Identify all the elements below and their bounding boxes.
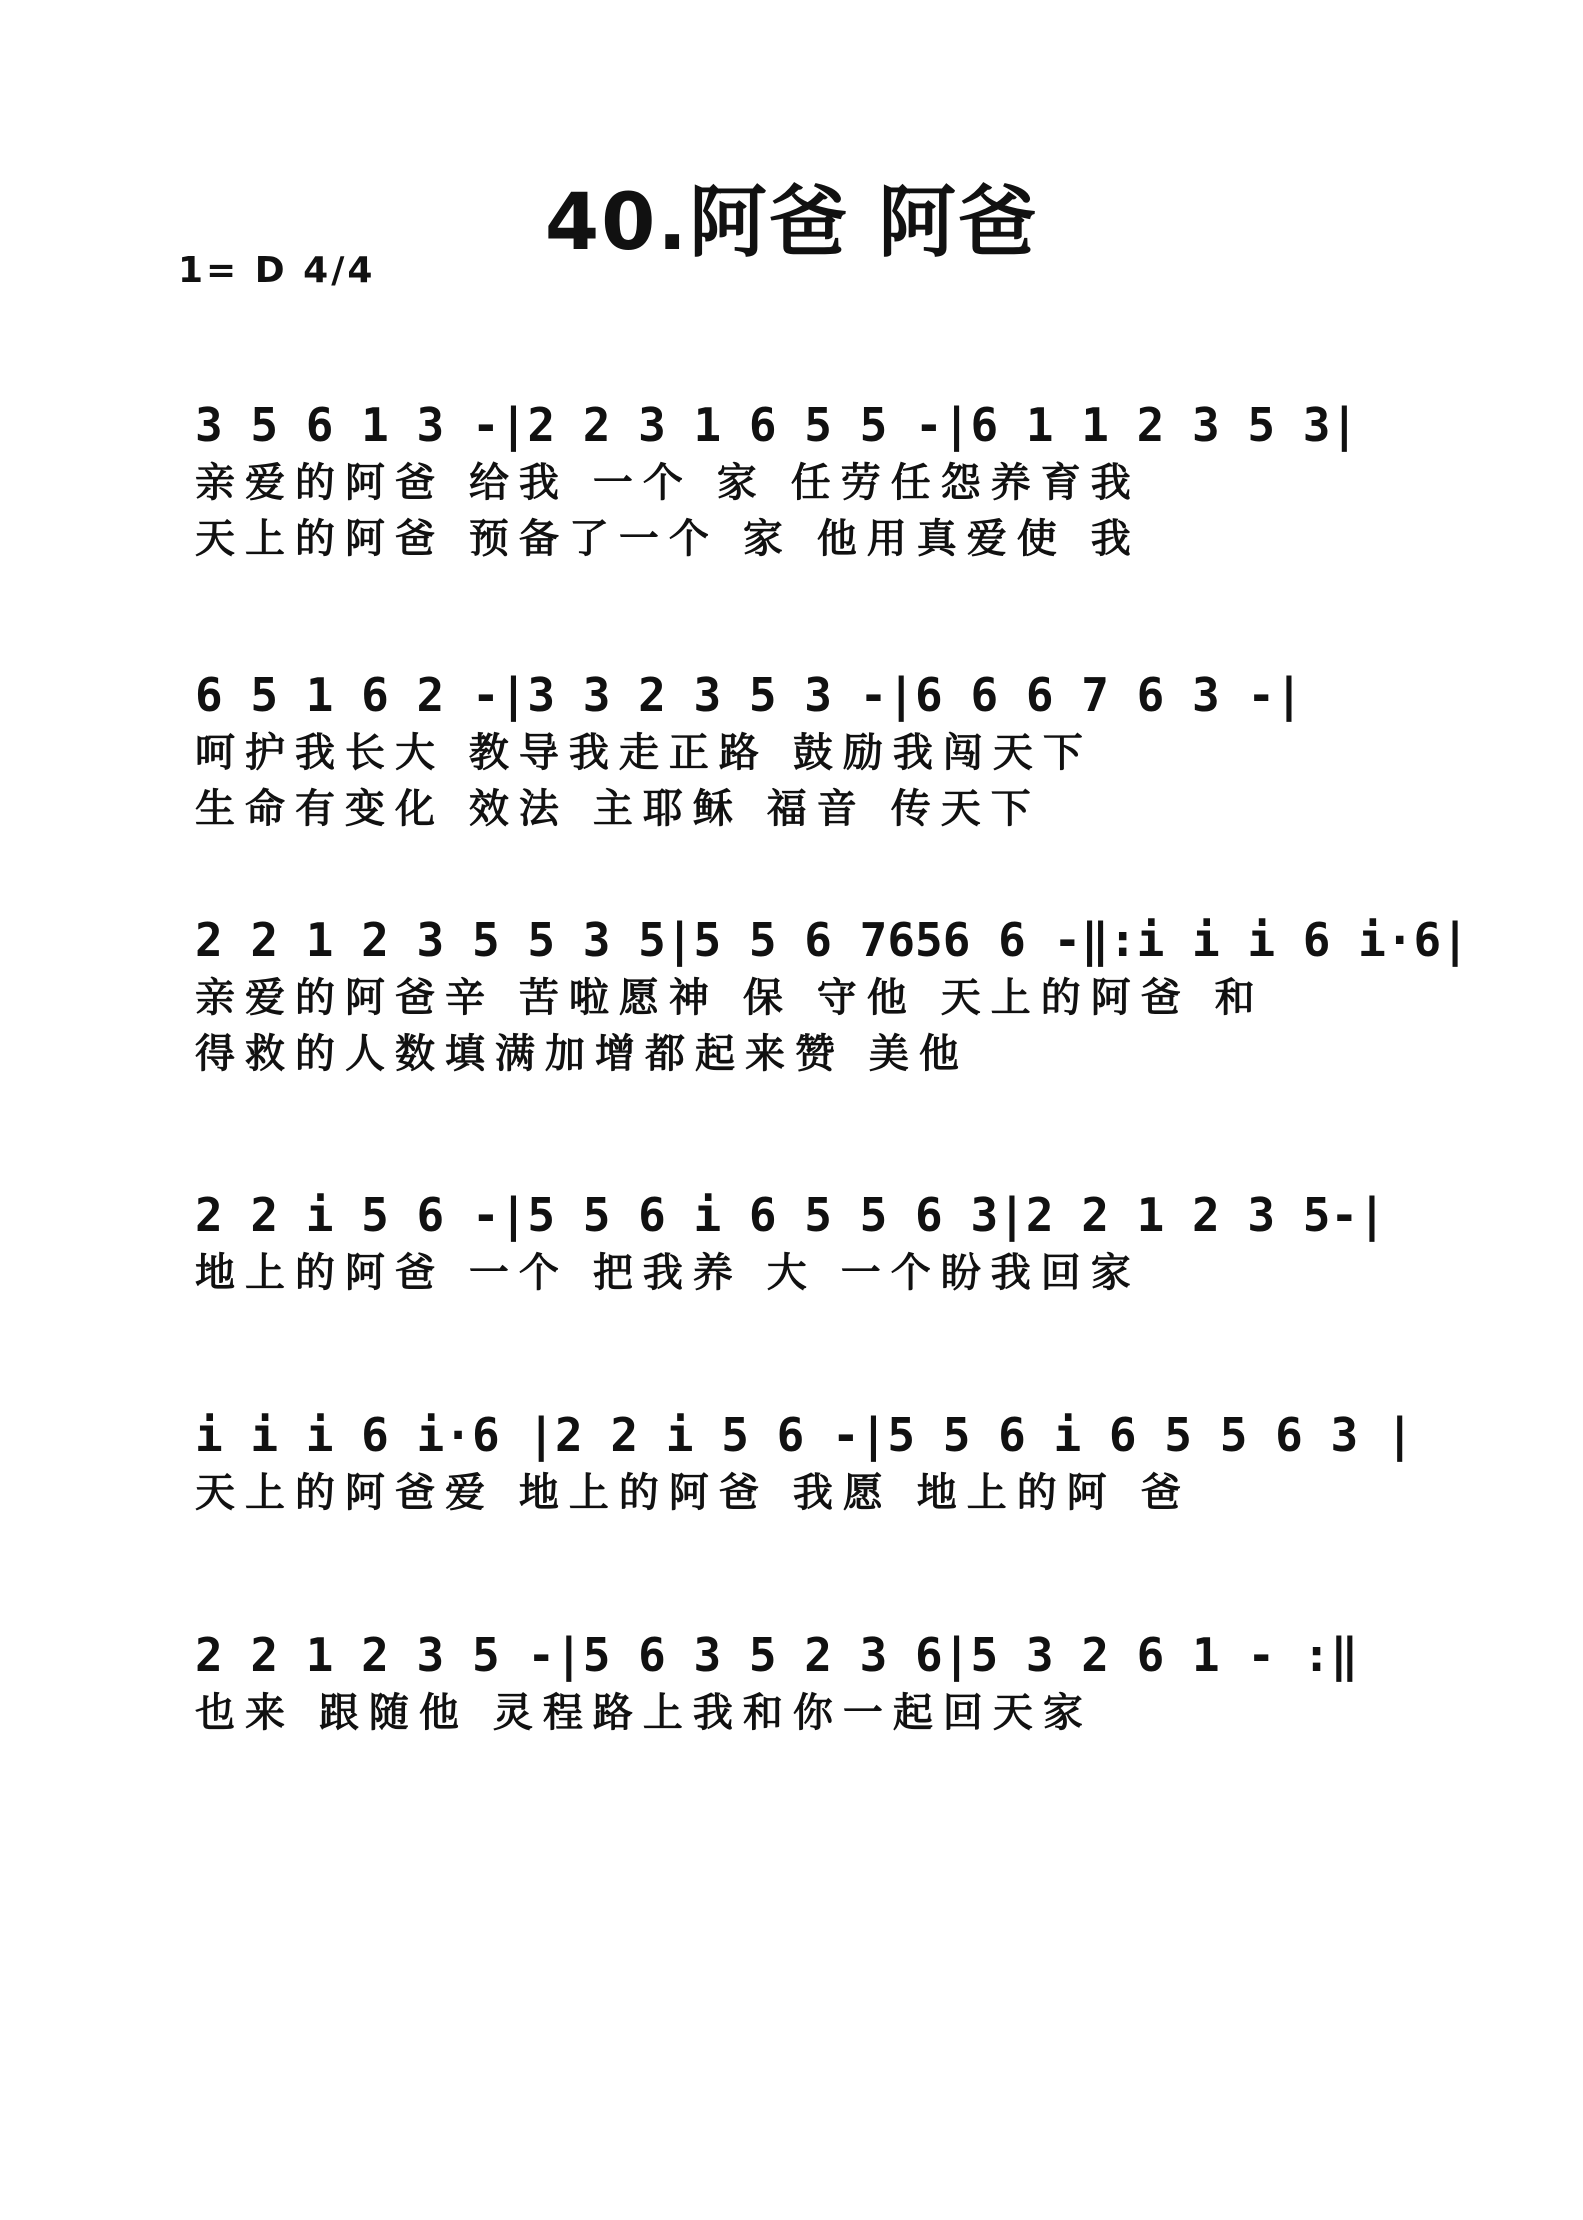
lyric-line: 天上的阿爸 预备了一个 家 他用真爱使 我: [195, 516, 1141, 562]
key-signature: 1= D 4/4: [178, 250, 376, 291]
score-system: [195, 1185, 1445, 1301]
lyric-line: 得救的人数填满加增都起来赞 美他: [195, 1031, 969, 1077]
score-system: [195, 910, 1469, 1082]
notation-line: 2 2 i 5 6 -|5 5 6 i 6 5 5 6 3|2 2 1 2 3 5-|: [195, 1188, 1386, 1242]
score-system: [195, 1405, 1445, 1521]
lyric-line: 呵护我长大 教导我走正路 鼓励我闯天下: [195, 730, 1093, 776]
notation-line: 2 2 1 2 3 5 -|5 6 3 5 2 3 6|5 3 2 6 1 - :‖: [195, 1628, 1359, 1682]
notation-line: 2 2 1 2 3 5 5 3 5|5 5 6 7656 6 -‖:i i i 6 i·6|: [195, 913, 1469, 967]
notation-line: 6 5 1 6 2 -|3 3 2 3 5 3 -|6 6 6 7 6 3 -|: [195, 668, 1303, 722]
lyric-line: 也来 跟随他 灵程路上我和你一起回天家: [195, 1690, 1093, 1736]
score-system: [195, 1625, 1445, 1741]
score-system: [195, 665, 1445, 837]
lyric-line: 亲爱的阿爸 给我 一个 家 任劳任怨养育我: [195, 460, 1141, 506]
lyric-line: 生命有变化 效法 主耶稣 福音 传天下: [195, 786, 1041, 832]
lyric-line: 天上的阿爸爱 地上的阿爸 我愿 地上的阿 爸: [195, 1470, 1191, 1516]
score-system: [195, 395, 1445, 567]
song-title: 40.阿爸 阿爸: [544, 178, 1039, 268]
lyric-line: 地上的阿爸 一个 把我养 大 一个盼我回家: [195, 1250, 1141, 1296]
notation-line: 3 5 6 1 3 -|2 2 3 1 6 5 5 -|6 1 1 2 3 5 3|: [195, 398, 1359, 452]
notation-line: i i i 6 i·6 |2 2 i 5 6 -|5 5 6 i 6 5 5 6 3 |: [195, 1408, 1414, 1462]
lyric-line: 亲爱的阿爸辛 苦啦愿神 保 守他 天上的阿爸 和: [195, 975, 1265, 1021]
